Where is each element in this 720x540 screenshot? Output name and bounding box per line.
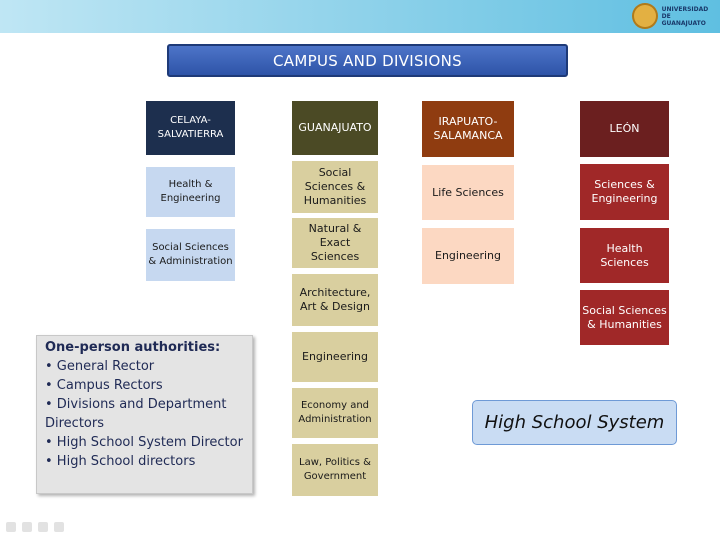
authorities-heading: One-person authorities: (45, 340, 221, 355)
logo-text (662, 6, 716, 27)
authority-item: • High School directors (45, 454, 196, 469)
top-banner (0, 0, 720, 33)
guanajuato-division-1: Social Sciences & Humanities (292, 161, 378, 213)
campus-celaya-header: CELAYA-SALVATIERRA (146, 101, 235, 155)
menu-icon[interactable] (38, 522, 48, 532)
guanajuato-division-2: Natural & Exact Sciences (292, 218, 378, 268)
pen-icon[interactable] (22, 522, 32, 532)
logo-line-1: UNIVERSIDAD (661, 5, 709, 13)
celaya-division-2: Social Sciences & Administration (146, 229, 235, 281)
authorities-panel (36, 335, 253, 494)
irapuato-division-2: Engineering (422, 228, 514, 284)
previous-slide-icon[interactable] (6, 522, 16, 532)
guanajuato-division-6: Law, Politics & Government (292, 444, 378, 496)
campus-irapuato-header: IRAPUATO-SALAMANCA (422, 101, 514, 157)
guanajuato-division-4: Engineering (292, 332, 378, 382)
campus-guanajuato-header: GUANAJUATO (292, 101, 378, 155)
leon-division-3: Social Sciences & Humanities (580, 290, 669, 345)
authority-item: • High School System Director (45, 435, 243, 450)
next-slide-icon[interactable] (54, 522, 64, 532)
authority-item: • Divisions and Department Directors (45, 397, 227, 431)
campus-leon-header: LEÓN (580, 101, 669, 157)
celaya-division-1: Health & Engineering (146, 167, 235, 217)
slide-title: CAMPUS AND DIVISIONS (167, 44, 568, 77)
high-school-system-box: High School System (472, 400, 677, 445)
irapuato-division-1: Life Sciences (422, 165, 514, 220)
leon-division-1: Sciences & Engineering (580, 164, 669, 220)
university-logo (632, 1, 716, 31)
logo-line-2: DE GUANAJUATO (661, 12, 706, 27)
slide-navigation[interactable] (6, 522, 64, 532)
university-seal-icon (632, 3, 658, 29)
guanajuato-division-3: Architecture, Art & Design (292, 274, 378, 326)
leon-division-2: Health Sciences (580, 228, 669, 283)
guanajuato-division-5: Economy and Administration (292, 388, 378, 438)
authority-item: • General Rector (45, 359, 155, 374)
authority-item: • Campus Rectors (45, 378, 163, 393)
